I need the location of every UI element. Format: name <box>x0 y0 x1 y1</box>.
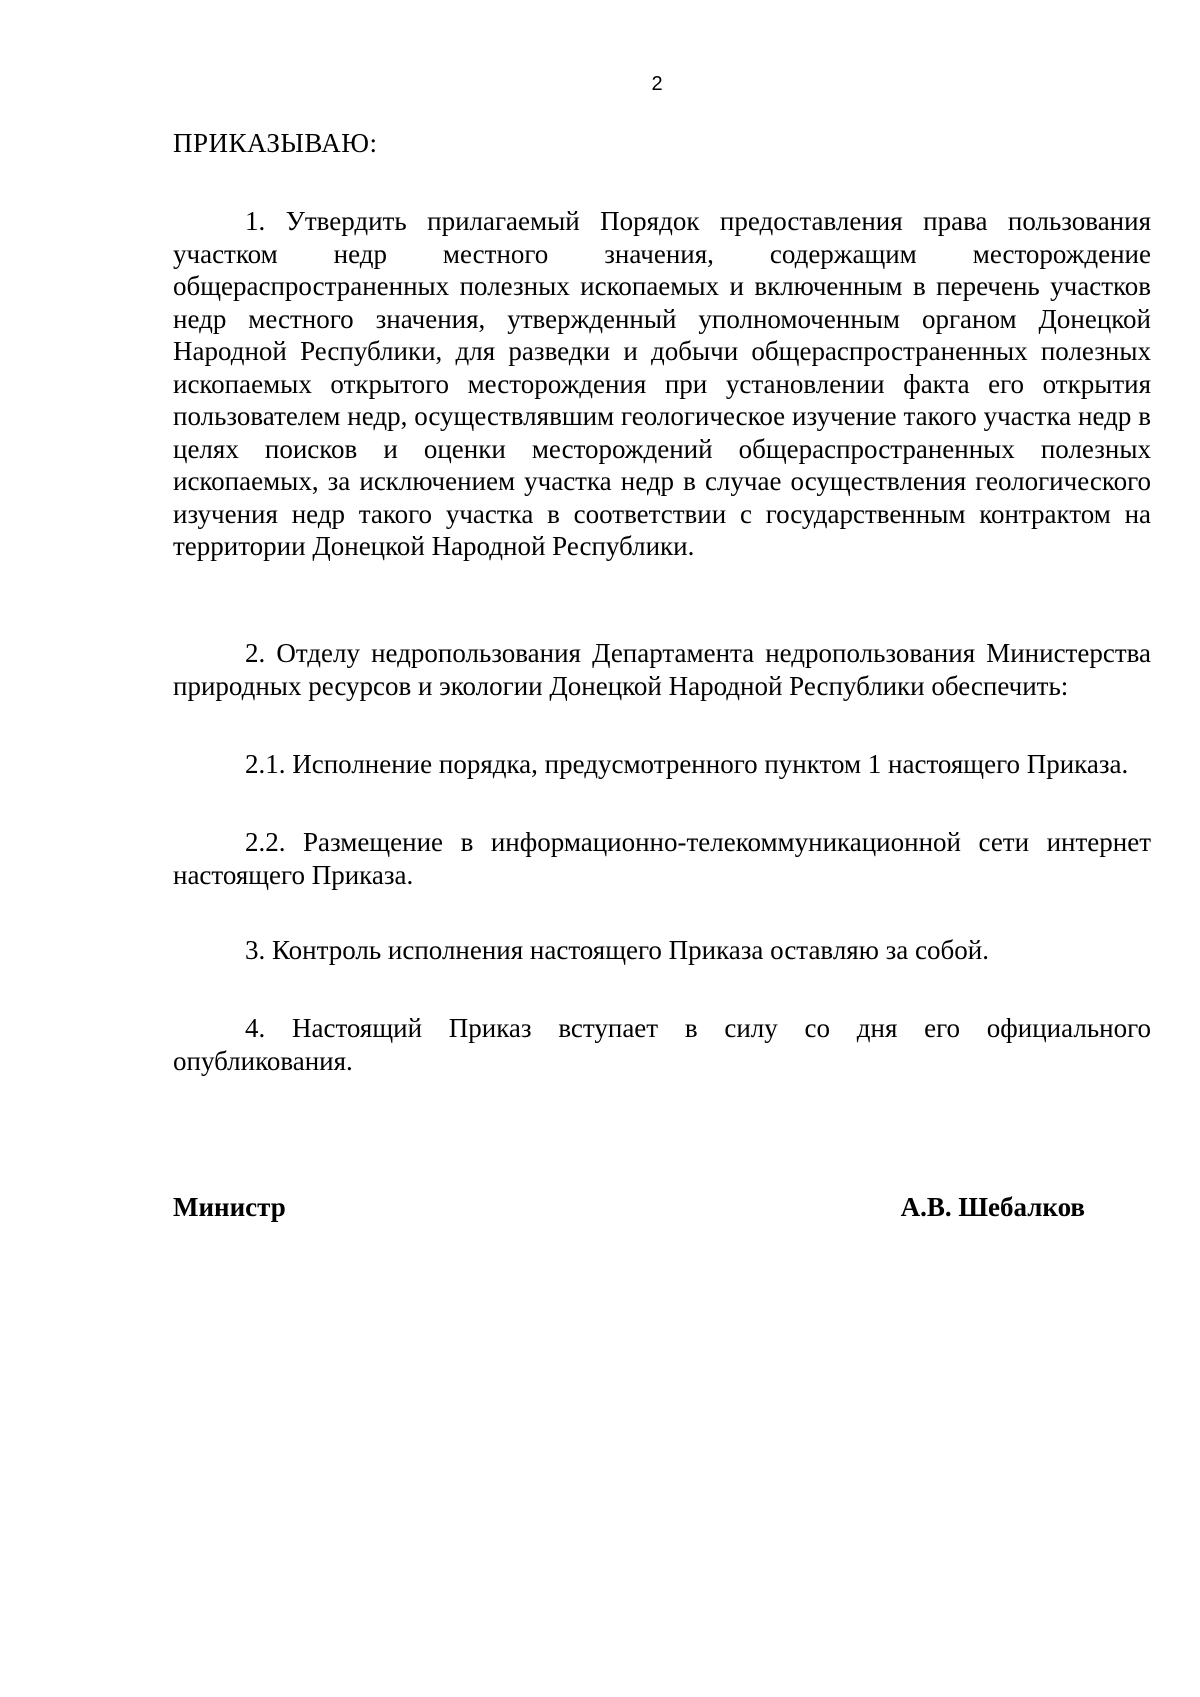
paragraph-2-1: 2.1. Исполнение порядка, предусмотренного пунктом 1 настоящего Приказа. <box>245 749 1129 779</box>
paragraph-2: 2. Отделу недропользования Департамента недропользования Министерства природных ресурсов и экологии Донецкой Народной Республики обеспечить: <box>173 638 1151 701</box>
paragraph-2-2: 2.2. Размещение в информационно-телекоммуникационной сети интернет настоящего Приказа. <box>173 827 1151 890</box>
order-heading: ПРИКАЗЫВАЮ: <box>173 128 378 158</box>
paragraph-4: 4. Настоящий Приказ вступает в силу со дня его официального опубликования. <box>173 1013 1151 1076</box>
page-number: 2 <box>651 73 663 95</box>
paragraph-1: 1. Утвердить прилагаемый Порядок предоставления права пользования участком недр местного значения, содержащим месторождение общераспространенных полезных ископаемых и включенным в перечень участков недр местного значения, утвержденный уполномоченным органом Донецкой Народной Республики, для разведки и добычи общераспространенных полезных ископаемых открытого месторождения при установлении факта его открытия пользователем недр, осуществлявшим геологическое изучение такого участка недр в целях поисков и оценки месторождений общераспространенных полезных ископаемых, за исключением участка недр в случае осуществления геологического изучения недр такого участка в соответствии с государственным контрактом на территории Донецкой Народной Республики. <box>173 206 1151 561</box>
signatory-name: А.В. Шебалков <box>900 1192 1085 1222</box>
signatory-position: Министр <box>173 1192 286 1222</box>
paragraph-3: 3. Контроль исполнения настоящего Приказа оставляю за собой. <box>245 935 989 965</box>
